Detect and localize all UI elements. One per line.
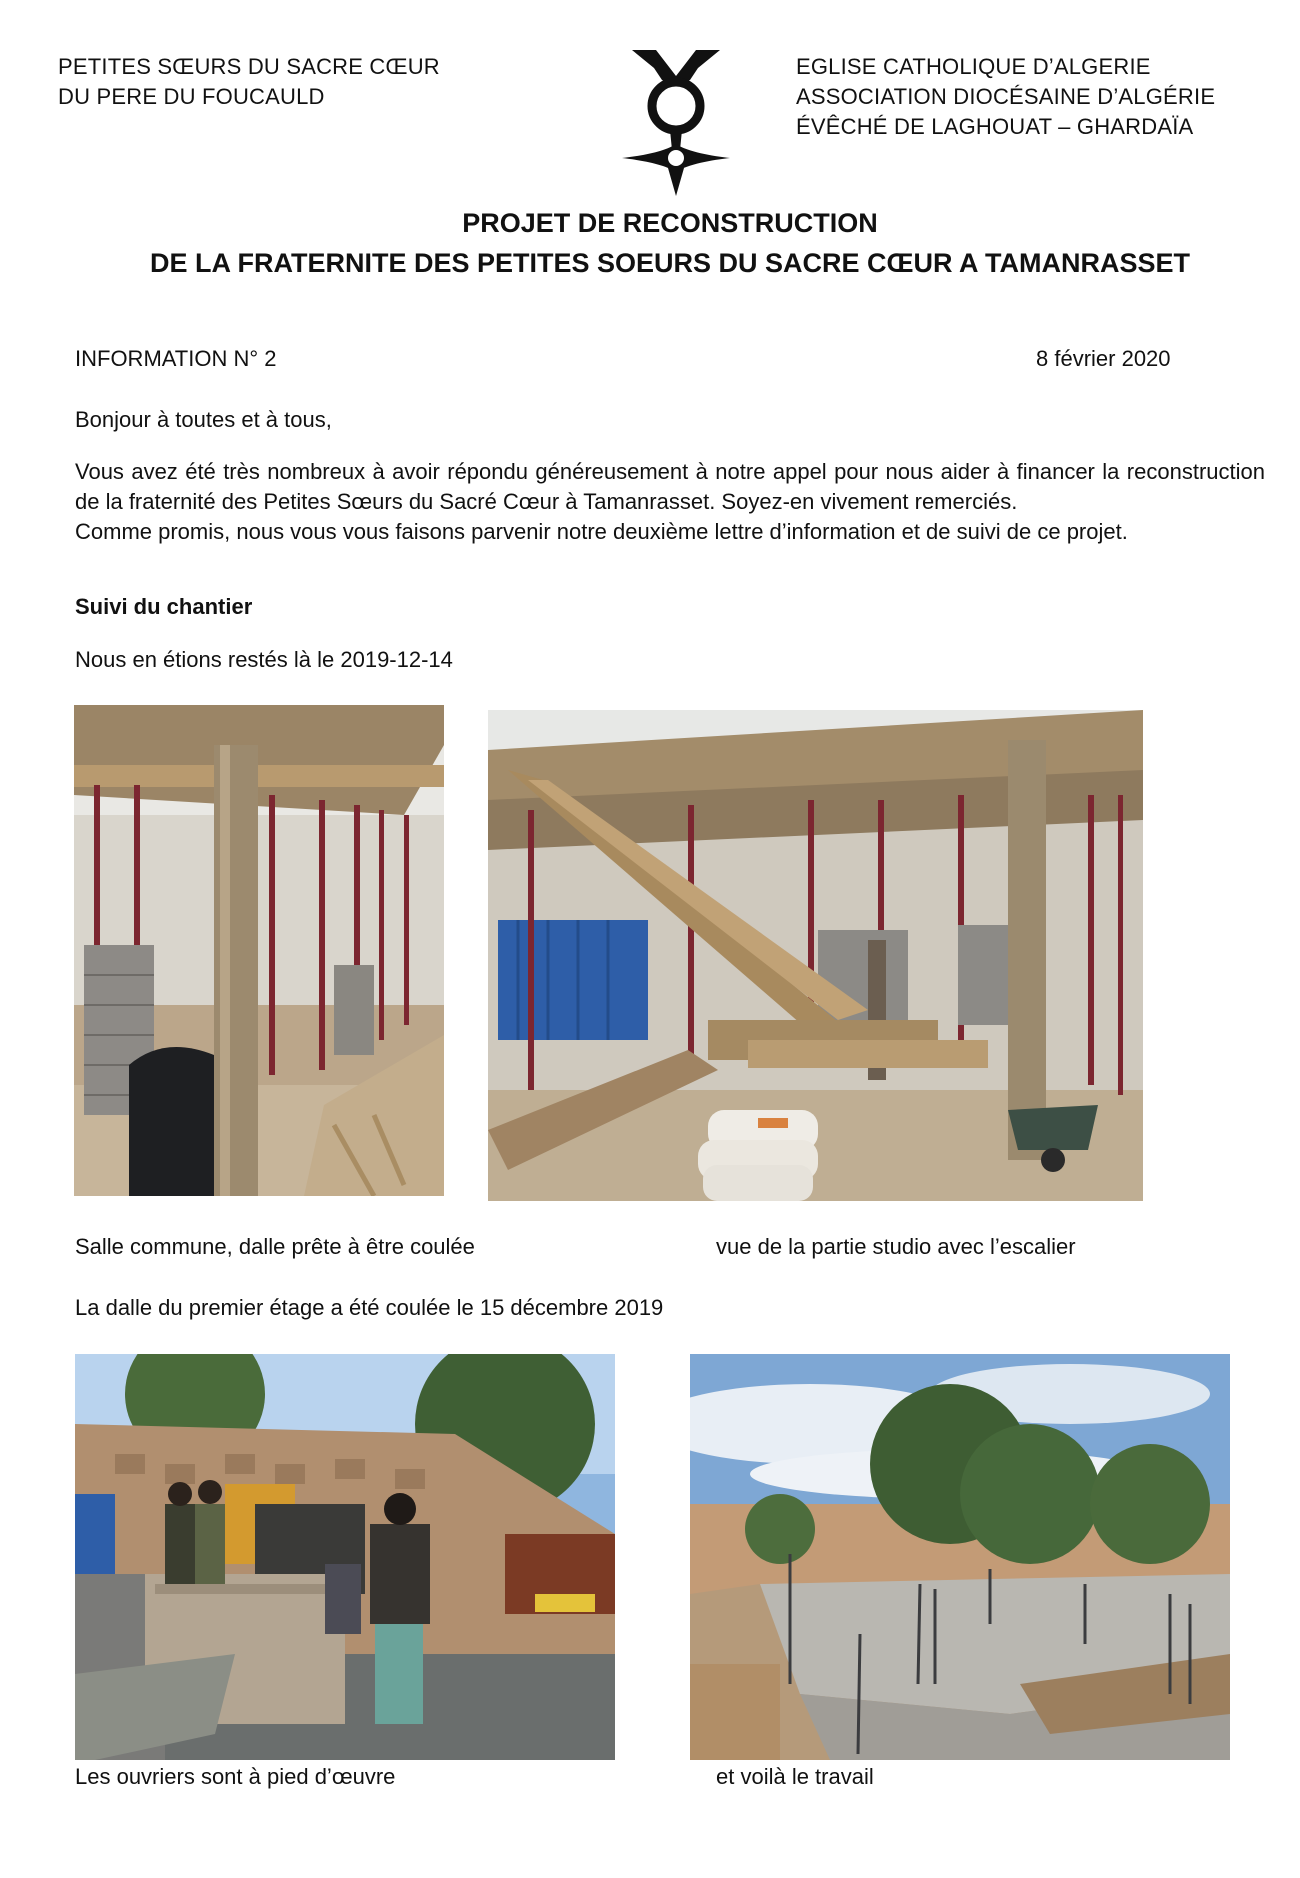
paragraph-newsletter: Comme promis, nous vous vous faisons parvenir notre deuxième lettre d’information et de suivi de ce projet. — [75, 519, 1128, 544]
header-left-line1: PETITES SŒURS DU SACRE CŒUR — [58, 54, 440, 79]
header-right-line2: ASSOCIATION DIOCÉSAINE D’ALGÉRIE — [796, 84, 1216, 109]
intro-line: Nous en étions restés là le 2019-12-14 — [75, 647, 453, 672]
caption-workers: Les ouvriers sont à pied d’œuvre — [75, 1764, 396, 1789]
document-title-line1: PROJET DE RECONSTRUCTION — [462, 208, 878, 238]
caption-common-room: Salle commune, dalle prête à être coulée — [75, 1234, 475, 1259]
photo-common-room — [74, 705, 444, 1196]
header-right-line1: EGLISE CATHOLIQUE D’ALGERIE — [796, 54, 1151, 79]
section-title: Suivi du chantier — [75, 594, 253, 619]
slab-poured-text: La dalle du premier étage a été coulée le 15 décembre 2019 — [75, 1295, 664, 1320]
header-left-line2: DU PERE DU FOUCAULD — [58, 84, 325, 109]
header-right — [796, 52, 1215, 142]
photo-studio-stairs — [488, 710, 1143, 1201]
header-right-line3: ÉVÊCHÉ DE LAGHOUAT – GHARDAÏA — [796, 114, 1194, 139]
paragraph-thanks: Vous avez été très nombreux à avoir répondu généreusement à notre appel pour nous aider à financer la reconstruction de la fraternité des Petites Sœurs du Sacré Cœur à Tamanrasset. Soyez-en vivement remerciés. — [75, 459, 1265, 514]
greeting: Bonjour à toutes et à tous, — [75, 407, 332, 432]
intro-paragraph — [75, 457, 1265, 547]
caption-studio: vue de la partie studio avec l’escalier — [716, 1234, 1076, 1259]
information-number: INFORMATION N° 2 — [75, 346, 277, 371]
document-title-line2: DE LA FRATERNITE DES PETITES SOEURS DU SACRE CŒUR A TAMANRASSET — [149, 248, 1191, 278]
document-date: 8 février 2020 — [1036, 346, 1171, 371]
tuareg-cross-icon — [620, 46, 732, 198]
photo-workers — [75, 1354, 615, 1760]
header-left — [58, 52, 440, 112]
photo-finished-slab — [690, 1354, 1230, 1760]
caption-result: et voilà le travail — [716, 1764, 874, 1789]
